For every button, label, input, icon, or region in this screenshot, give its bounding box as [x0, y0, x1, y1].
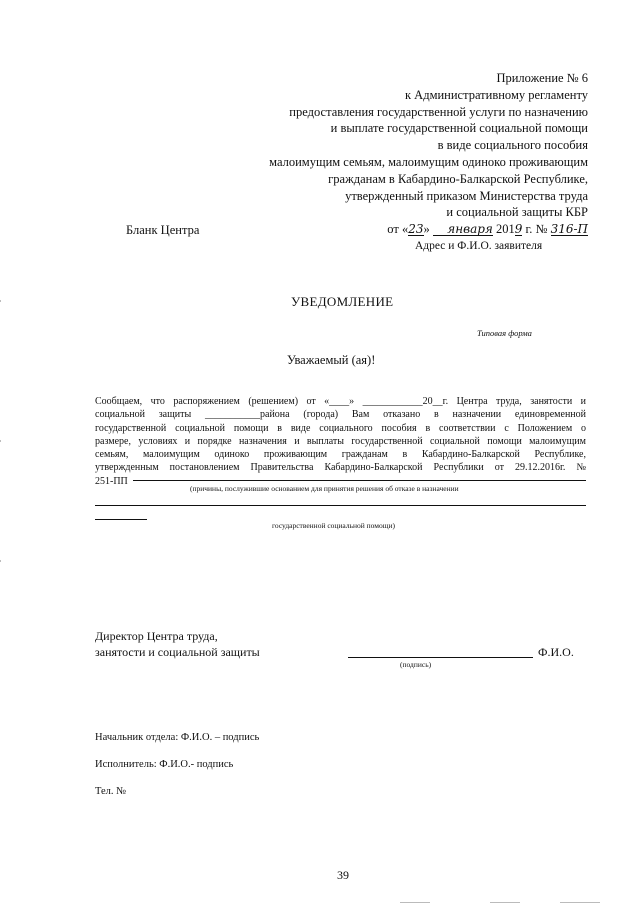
applicant-address-label: Адрес и Ф.И.О. заявителя	[415, 240, 543, 252]
scan-artifact	[560, 902, 600, 903]
page-number: 39	[337, 868, 349, 882]
scan-mark	[0, 560, 1, 562]
director-signature-line	[348, 657, 533, 658]
greeting: Уважаемый (ая)!	[287, 353, 376, 367]
resolution-number: 251-ПП	[95, 475, 128, 487]
body-line: государственной социальной помощи в виде социального пособия в соответствии с Положением о	[95, 422, 586, 434]
notice-body	[95, 395, 586, 488]
scan-artifact	[490, 902, 520, 903]
executor-line: Исполнитель: Ф.И.О.- подпись	[95, 759, 234, 770]
appendix-line: предоставления государственной услуги по назначению	[289, 104, 588, 119]
director-fio: Ф.И.О.	[538, 645, 574, 659]
body-line: социальной защиты ___________района (города) Вам отказано в назначении единовременной	[95, 409, 586, 421]
scan-mark	[0, 300, 1, 302]
appendix-line: малоимущим семьям, малоимущим одиноко проживающим	[269, 154, 588, 169]
order-day-handwritten: 23	[408, 222, 424, 237]
order-date-prefix: от «	[387, 222, 409, 237]
center-letterhead-label: Бланк Центра	[126, 223, 200, 237]
reasons-line-short	[95, 519, 147, 520]
order-number-prefix: №	[535, 222, 548, 237]
body-line: Сообщаем, что распоряжением (решением) от «____» ____________20__г. Центра труда, занятости и	[95, 396, 586, 407]
appendix-line: утвержденный приказом Министерства труда	[345, 188, 588, 203]
order-date-line	[269, 221, 588, 238]
body-line: утвержденным постановлением Правительства Кабардино-Балкарской Республики от 29.12.2016г. №	[95, 462, 586, 474]
order-month-handwritten: января	[433, 223, 493, 236]
reasons-caption: (причины, послужившие основанием для принятия решения об отказе в назначении	[190, 484, 459, 493]
appendix-line: гражданам в Кабардино-Балкарской Республике,	[328, 171, 588, 186]
form-type-label: Типовая форма	[477, 328, 532, 338]
body-line: размере, условиях и порядке назначения и выплаты государственной социальной помощи малоимущим	[95, 435, 586, 447]
appendix-line: Приложение № 6	[496, 71, 588, 85]
order-year-prefix: 201	[496, 222, 515, 237]
director-title-line2: занятости и социальной защиты	[95, 645, 260, 659]
appendix-line: и социальной защиты КБР	[446, 205, 588, 220]
appendix-line: в виде социального пособия	[437, 138, 588, 153]
scan-artifact	[400, 902, 430, 903]
reasons-caption-continued: государственной социальной помощи)	[272, 521, 396, 530]
director-title-line1: Директор Центра труда,	[95, 629, 218, 643]
order-year-handwritten: 9	[514, 222, 523, 237]
order-year-suffix: г.	[525, 222, 533, 237]
appendix-line: к Административному регламенту	[404, 87, 588, 102]
body-line: семьям, малоимущим одиноко проживающим гражданам в Кабардино-Балкарской Республике,	[95, 449, 586, 461]
appendix-block	[269, 70, 588, 238]
phone-line: Тел. №	[95, 786, 127, 797]
reasons-line	[133, 480, 586, 481]
scan-mark	[0, 440, 1, 442]
appendix-line: и выплате государственной социальной помощи	[330, 121, 588, 136]
head-of-department-line: Начальник отдела: Ф.И.О. – подпись	[95, 732, 260, 743]
document-title: УВЕДОМЛЕНИЕ	[291, 294, 394, 309]
order-number-handwritten: 316-П	[550, 222, 588, 237]
order-date-mid: »	[423, 222, 430, 237]
signature-caption: (подпись)	[400, 660, 432, 669]
reasons-line	[95, 505, 586, 506]
